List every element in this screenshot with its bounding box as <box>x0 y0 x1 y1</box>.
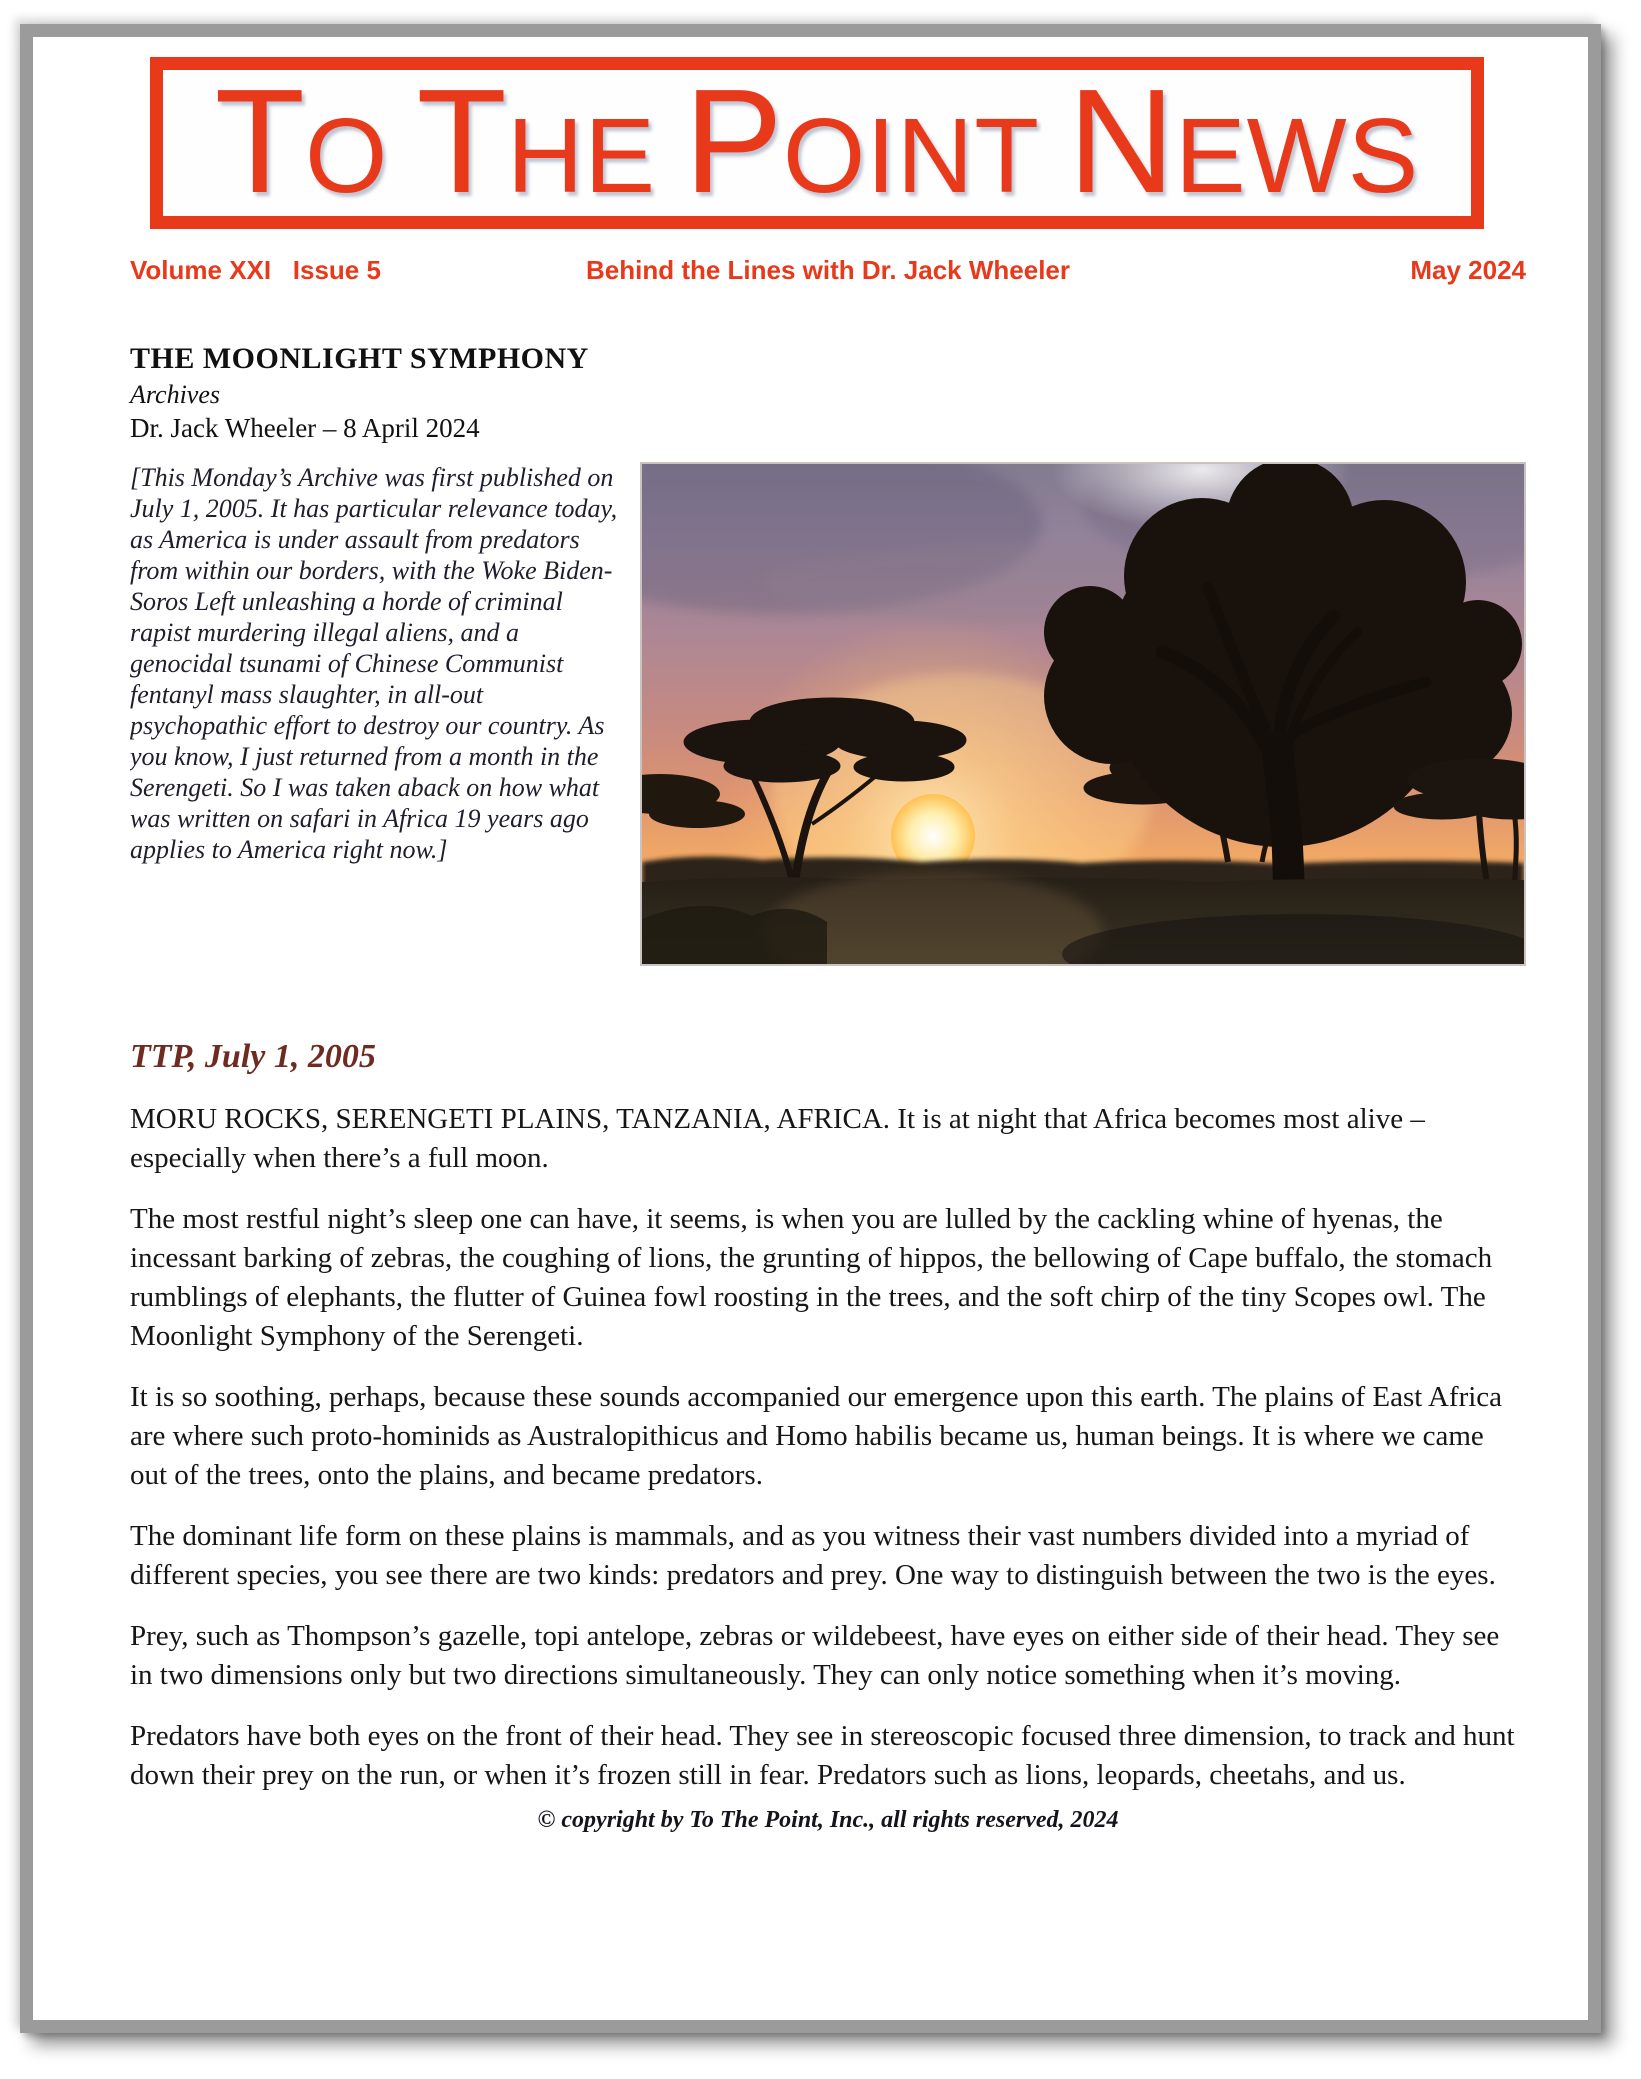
masthead-word: POINT <box>684 59 1041 224</box>
editor-note-block <box>130 462 1526 978</box>
editor-note: [This Monday’s Archive was first published on July 1, 2005. It has particular relevance today, as America is under assault from predators from within our borders, with the Woke Biden-Soros Left unleashing a horde of criminal rapist murdering illegal aliens, and a genocidal tsunami of Chinese Communist fentanyl mass slaughter, in all-out psychopathic effort to destroy our country. As you know, I just returned from a month in the Serengeti. So I was taken aback on how what was written on safari in Africa 19 years ago applies to America right now.] <box>130 463 618 864</box>
dateline-heading: TTP, July 1, 2005 <box>130 1038 376 1075</box>
serengeti-sunset-photo <box>640 462 1526 966</box>
article-paragraph: Predators have both eyes on the front of their head. They see in stereoscopic focused three dimension, to track and hunt down their prey on the run, or when it’s frozen still in fear. Predators such as lions, leopards, cheetahs, and us. <box>130 1720 1515 1791</box>
article-paragraph: The dominant life form on these plains is mammals, and as you witness their vast numbers divided into a myriad of different species, you see there are two kinds: predators and prey. One way to distinguish between the two is the eyes. <box>130 1520 1496 1591</box>
series-title: Behind the Lines with Dr. Jack Wheeler <box>585 255 1070 285</box>
article-body <box>130 1100 1526 1795</box>
article-header <box>130 340 1526 446</box>
masthead-word: TO <box>214 59 389 224</box>
article-paragraph: Prey, such as Thompson’s gazelle, topi antelope, zebras or wildebeest, have eyes on either side of their head. They see in two dimensions only but two directions simultaneously. They can only notice something when it’s moving. <box>130 1620 1500 1691</box>
volume-issue: Volume XXI Issue 5 <box>130 255 381 285</box>
masthead-word: NEWS <box>1068 59 1420 224</box>
article-title: THE MOONLIGHT SYMPHONY <box>130 342 589 375</box>
masthead-word: THE <box>416 59 657 224</box>
article-paragraph: The most restful night’s sleep one can have, it seems, is when you are lulled by the cackling whine of hyenas, the incessant barking of zebras, the coughing of lions, the grunting of hippos, the bellowing of Cape buffalo, the stomach rumblings of elephants, the flutter of Guinea fowl roosting in the trees, and the soft chirp of the tiny Scopes owl. The Moonlight Symphony of the Serengeti. <box>130 1203 1493 1352</box>
copyright-footer: © copyright by To The Point, Inc., all rights reserved, 2024 <box>537 1807 1119 1833</box>
article-byline: Dr. Jack Wheeler – 8 April 2024 <box>130 413 480 443</box>
article-subtitle: Archives <box>130 380 220 409</box>
issue-date: May 2024 <box>1410 255 1526 285</box>
sunset-photo-illustration <box>642 464 1524 964</box>
masthead-box <box>150 57 1484 229</box>
issue-line <box>130 255 1526 286</box>
article-paragraph: It is so soothing, perhaps, because these sounds accompanied our emergence upon this earth. The plains of East Africa are where such proto-hominids as Australopithicus and Homo habilis became us, human beings. It is where we came out of the trees, onto the plains, and became predators. <box>130 1381 1503 1491</box>
page-content <box>33 37 1588 1834</box>
article-paragraph: MORU ROCKS, SERENGETI PLAINS, TANZANIA, AFRICA. It is at night that Africa becomes most alive – especially when there’s a full moon. <box>130 1103 1425 1174</box>
page-sheet <box>20 24 1601 2033</box>
masthead-title <box>163 59 1471 229</box>
